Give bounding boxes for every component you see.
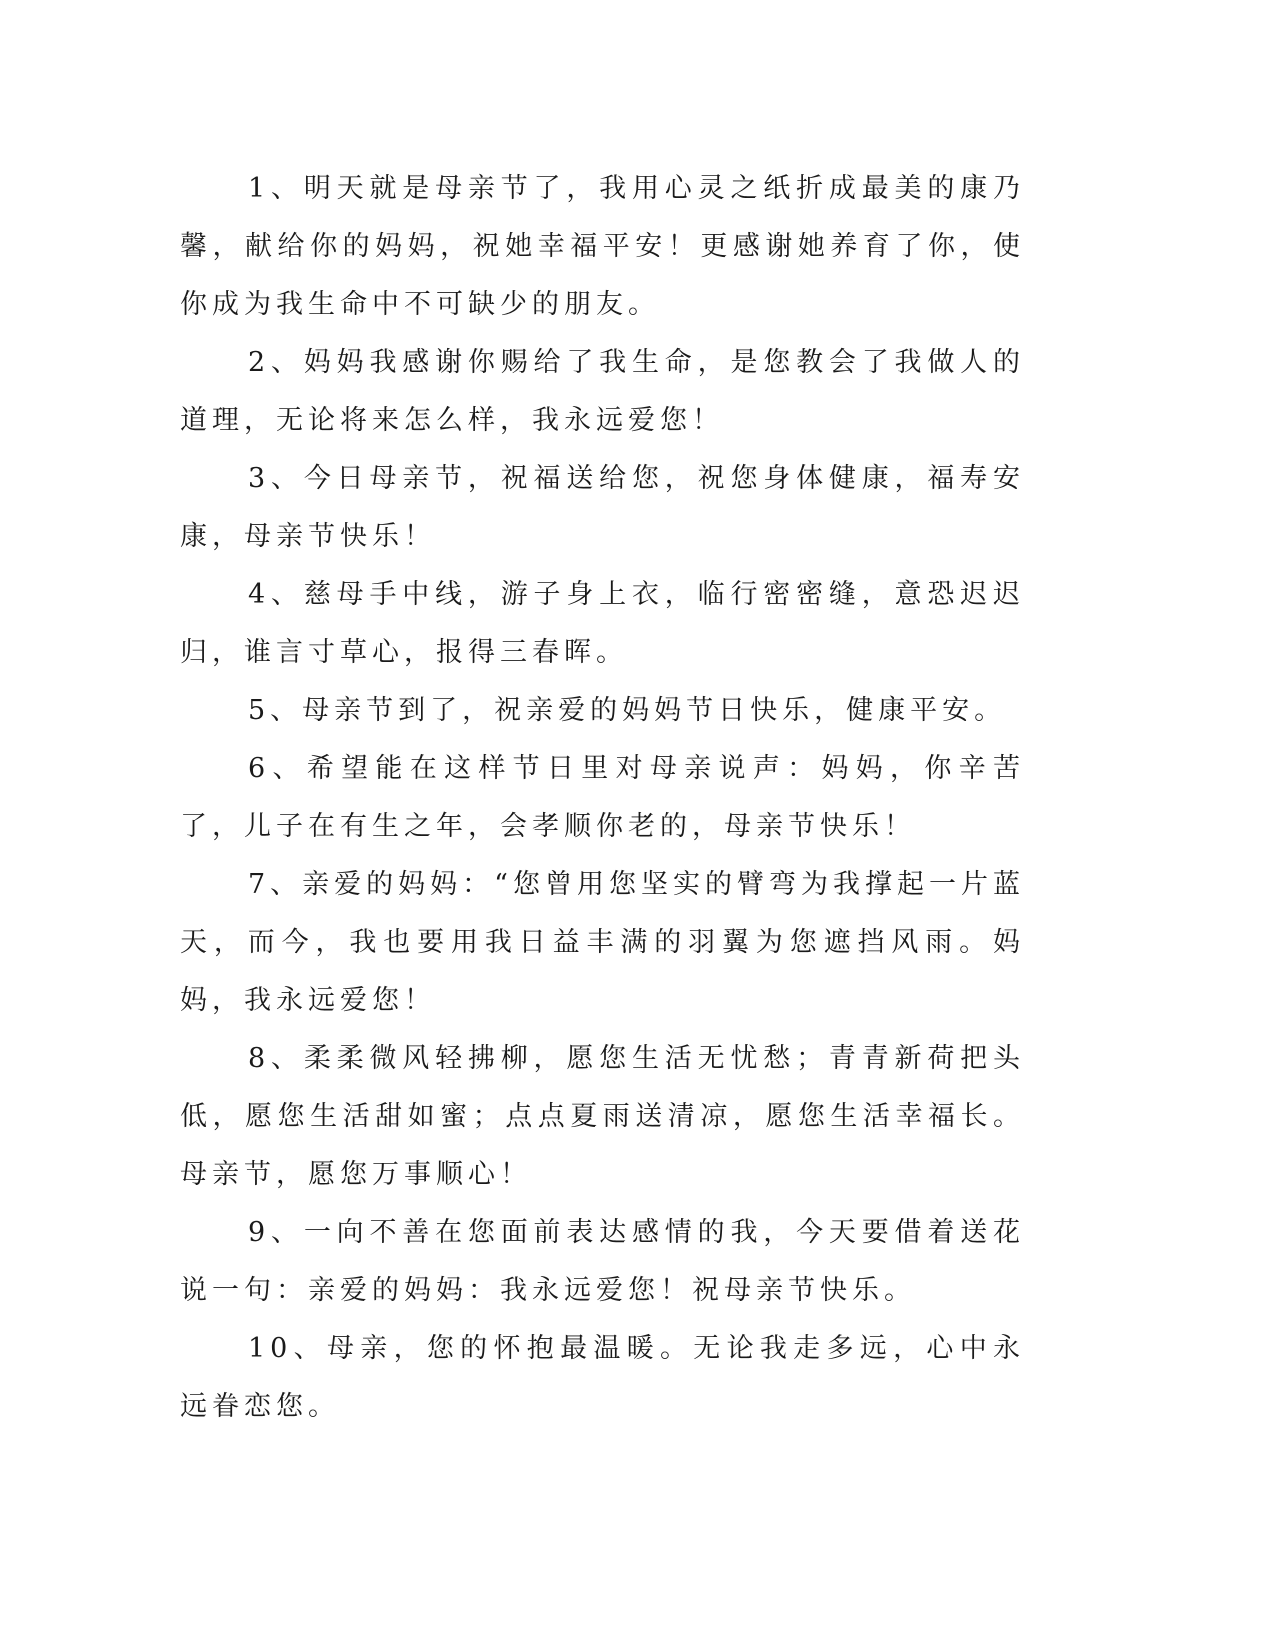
paragraph-10: 10、母亲，您的怀抱最温暖。无论我走多远，心中永远眷恋您。 xyxy=(180,1333,1025,1422)
paragraph-3: 3、今日母亲节，祝福送给您，祝您身体健康，福寿安康，母亲节快乐！ xyxy=(180,463,1025,552)
paragraph-9: 9、一向不善在您面前表达感情的我，今天要借着送花说一句：亲爱的妈妈：我永远爱您！祝母亲节快乐。 xyxy=(180,1217,1025,1306)
paragraph-4: 4、慈母手中线，游子身上衣，临行密密缝，意恐迟迟归，谁言寸草心，报得三春晖。 xyxy=(180,579,1025,668)
document-body xyxy=(180,160,1025,1436)
paragraph-6: 6、希望能在这样节日里对母亲说声：妈妈，你辛苦了，儿子在有生之年，会孝顺你老的，母亲节快乐！ xyxy=(180,753,1025,842)
paragraph-2: 2、妈妈我感谢你赐给了我生命，是您教会了我做人的道理，无论将来怎么样，我永远爱您！ xyxy=(180,347,1025,436)
paragraph-8: 8、柔柔微风轻拂柳，愿您生活无忧愁；青青新荷把头低，愿您生活甜如蜜；点点夏雨送清凉，愿您生活幸福长。母亲节，愿您万事顺心！ xyxy=(180,1043,1025,1190)
paragraph-1: 1、明天就是母亲节了，我用心灵之纸折成最美的康乃馨，献给你的妈妈，祝她幸福平安！更感谢她养育了你，使你成为我生命中不可缺少的朋友。 xyxy=(180,173,1025,320)
paragraph-5: 5、母亲节到了，祝亲爱的妈妈节日快乐，健康平安。 xyxy=(248,695,1007,726)
paragraph-7: 7、亲爱的妈妈：“您曾用您坚实的臂弯为我撑起一片蓝天，而今，我也要用我日益丰满的羽翼为您遮挡风雨。妈妈，我永远爱您！ xyxy=(180,869,1025,1016)
